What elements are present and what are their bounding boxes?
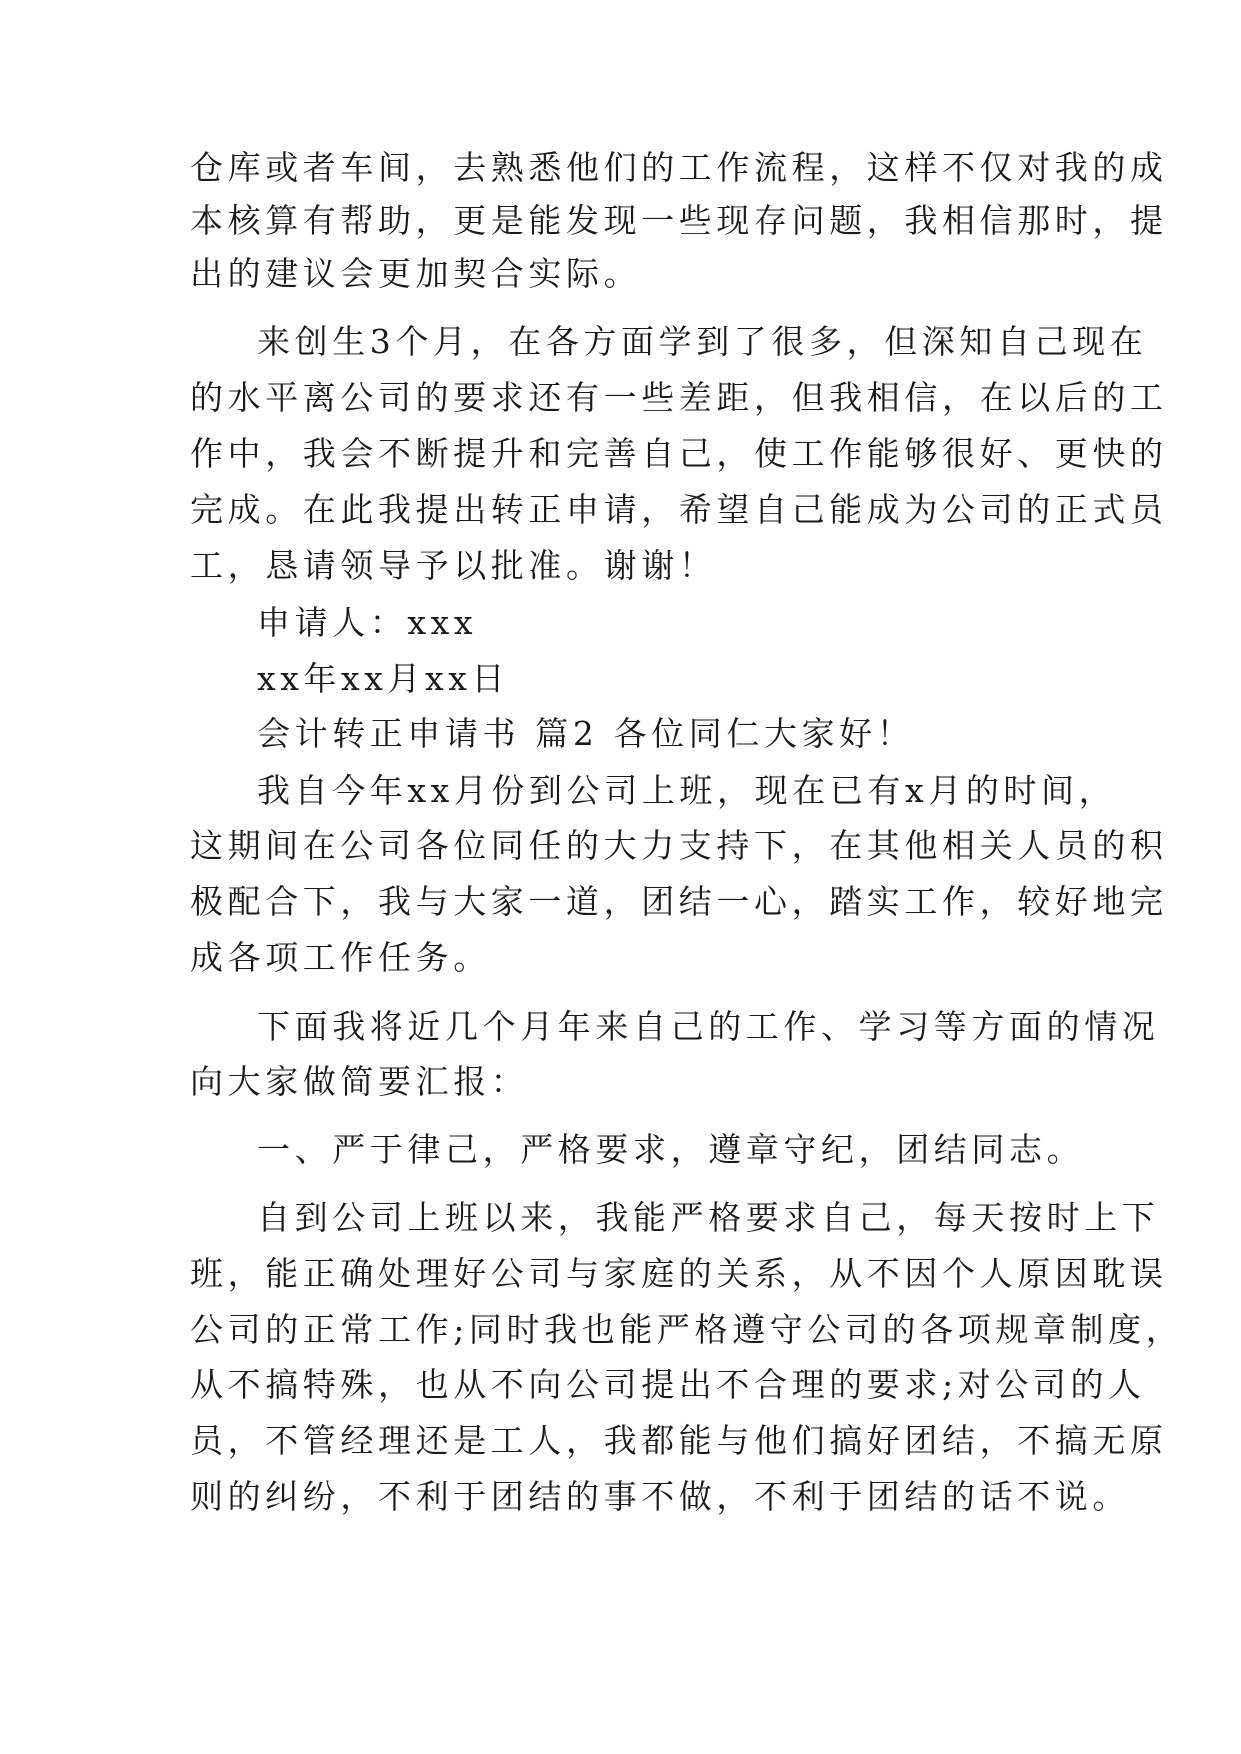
- text-line: 出的建议会更加契合实际。: [190, 254, 642, 293]
- text-line: 员，不管经理还是工人，我都能与他们搞好团结，不搞无原: [190, 1421, 1168, 1460]
- text-line: 来创生3个月，在各方面学到了很多，但深知自己现在: [257, 322, 1148, 361]
- text-line: 公司的正常工作;同时我也能严格遵守公司的各项规章制度，: [190, 1310, 1184, 1349]
- text-line: 本核算有帮助，更是能发现一些现存问题，我相信那时，提: [190, 201, 1168, 240]
- text-line: 我自今年xx月份到公司上班，现在已有x月的时间，: [257, 771, 1117, 810]
- text-line: 工，恳请领导予以批准。谢谢！: [190, 546, 717, 585]
- text-line: 自到公司上班以来，我能严格要求自己，每天按时上下: [257, 1198, 1160, 1237]
- text-line: 的水平离公司的要求还有一些差距，但我相信，在以后的工: [190, 378, 1168, 417]
- text-line: 班，能正确处理好公司与家庭的关系，从不因个人原因耽误: [190, 1254, 1168, 1293]
- section-heading: 会计转正申请书 篇2 各位同仁大家好！: [257, 714, 915, 753]
- text-line: 从不搞特殊，也从不向公司提出不合理的要求;对公司的人: [190, 1365, 1146, 1404]
- text-line: 下面我将近几个月年来自己的工作、学习等方面的情况: [257, 1007, 1160, 1046]
- text-line: 仓库或者车间，去熟悉他们的工作流程，这样不仅对我的成: [190, 148, 1168, 187]
- text-line: 这期间在公司各位同任的大力支持下，在其他相关人员的积: [190, 826, 1168, 865]
- subheading: 一、严于律己，严格要求，遵章守纪，团结同志。: [257, 1130, 1085, 1169]
- text-line: 向大家做简要汇报：: [190, 1062, 529, 1101]
- signature-applicant: 申请人：xxx: [257, 603, 478, 642]
- text-line: 成各项工作任务。: [190, 938, 491, 977]
- text-line: 作中，我会不断提升和完善自己，使工作能够很好、更快的: [190, 434, 1168, 473]
- text-line: 完成。在此我提出转正申请，希望自己能成为公司的正式员: [190, 490, 1168, 529]
- text-line: 极配合下，我与大家一道，团结一心，踏实工作，较好地完: [190, 882, 1168, 921]
- text-line: 则的纠纷，不利于团结的事不做，不利于团结的话不说。: [190, 1477, 1130, 1516]
- signature-date: xx年xx月xx日: [257, 659, 510, 698]
